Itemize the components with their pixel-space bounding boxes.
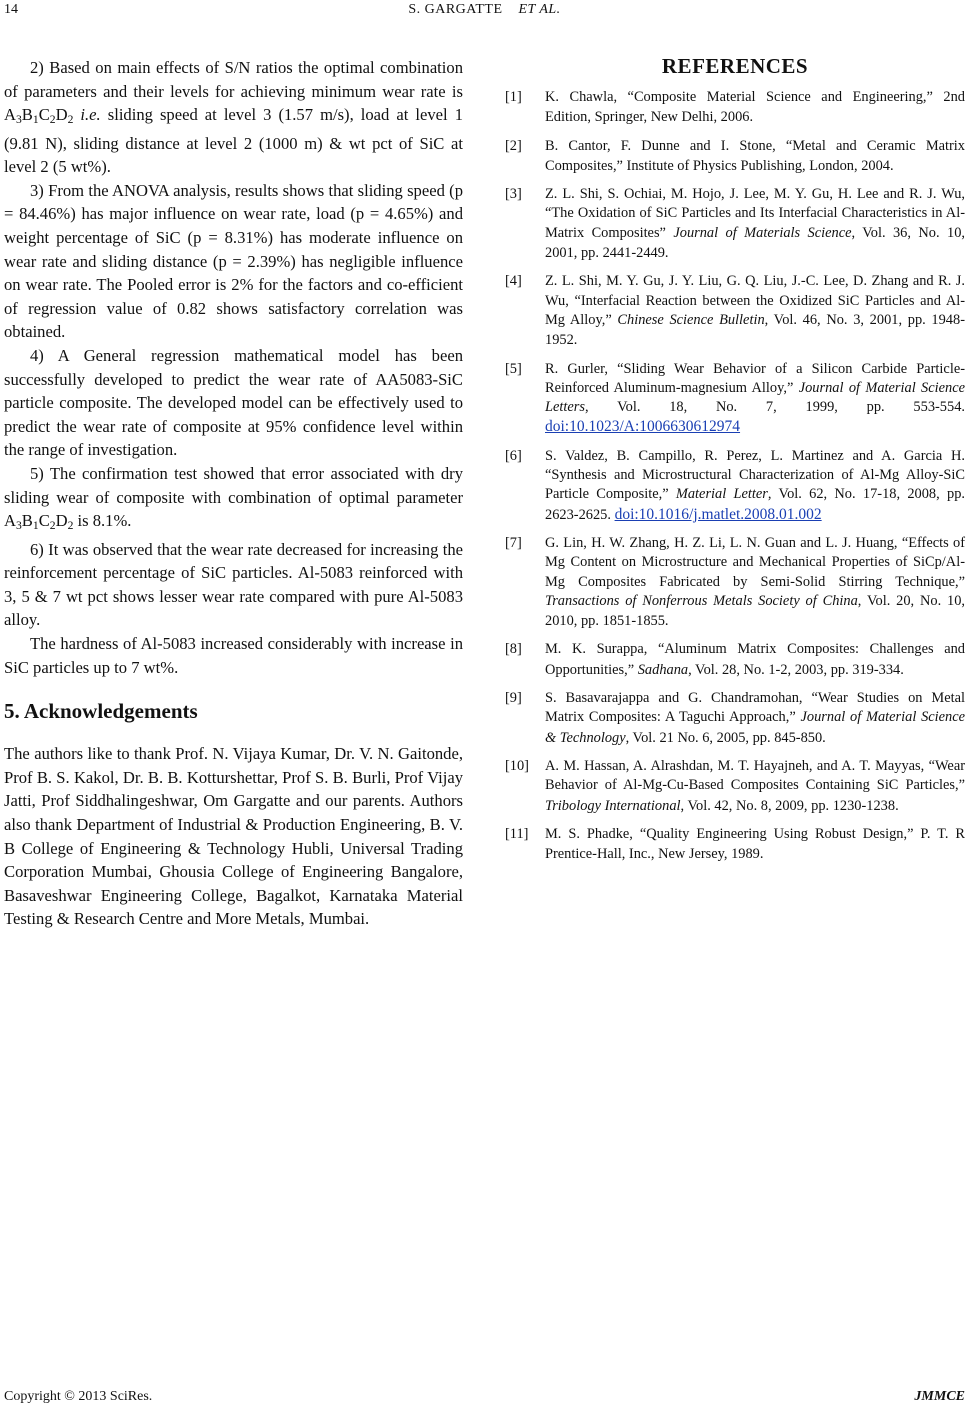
- reference-number: [3]: [505, 186, 522, 203]
- conclusion-item-5: 5) The confirmation test showed that error associated with dry sliding wear of composite with combination of optimal parameter $A_3B_1C_2D_2$ is 8.1%.: [4, 463, 463, 533]
- right-column: [505, 52, 965, 873]
- conclusion-hardness: The hardness of Al-5083 increased considerably with increase in SiC particles up to 7 wt%.: [4, 634, 463, 677]
- reference-item: [2] B. Cantor, F. Dunne and I. Stone, “Metal and Ceramic Matrix Composites,” Institute of Physics Publishing, London, 2004.: [505, 137, 965, 174]
- journal-name: JMMCE: [914, 1389, 965, 1404]
- doi-link[interactable]: doi:10.1016/j.matlet.2008.01.002: [614, 505, 822, 523]
- reference-number: [4]: [505, 273, 522, 290]
- reference-number: [2]: [505, 137, 522, 154]
- reference-item: [1] K. Chawla, “Composite Material Science and Engineering,” 2nd Edition, Springer, New Delhi, 2006.: [505, 89, 965, 126]
- reference-item: [6] S. Valdez, B. Campillo, R. Perez, L. Martinez and A. Garcia H. “Synthesis and Microstructural Characterization of Al-Mg Alloy-SiC Particle Composite,” Material Letter, Vol. 62, No. 17-18, 2008, pp. 2623-2625. doi:10.1016/j.matlet.2008.01.002: [505, 447, 965, 523]
- running-header-etal: ET AL.: [518, 2, 561, 17]
- reference-number: [11]: [505, 825, 529, 842]
- reference-item: [11] M. S. Phadke, “Quality Engineering Using Robust Design,” P. T. R Prentice-Hall, Inc., New Jersey, 1989.: [505, 825, 965, 863]
- running-header-author: S. GARGATTE: [408, 2, 503, 17]
- reference-item: [7] G. Lin, H. W. Zhang, H. Z. Li, L. N. Guan and L. J. Huang, “Effects of Mg Content on Microstructure and Mechanical Properties of SiCp/Al-Mg Composites Fabricated by Semi-Solid Stirring Technique,” Transactions of Nonferrous Metals Society of China, Vol. 20, No. 10, 2010, pp. 1851-1855.: [505, 534, 965, 630]
- reference-number: [10]: [505, 757, 529, 774]
- reference-item: [10] A. M. Hassan, A. Alrashdan, M. T. Hayajneh, and A. T. Mayyas, “Wear Behavior of Al-Mg-Cu-Based Composites Containing SiC Particles,” Tribology International, Vol. 42, No. 8, 2009, pp. 1230-1238.: [505, 757, 965, 814]
- conclusion-item-4: 4) A General regression mathematical model has been successfully developed to predict the wear rate of AA5083-SiC particle composite. The developed model can be effectively used to predict the wear rate of composite at 95% confidence level within the range of investigation.: [4, 346, 463, 460]
- reference-item: [5] R. Gurler, “Sliding Wear Behavior of a Silicon Carbide Particle-Reinforced Aluminum-magnesium Alloy,” Journal of Material Science Letters, Vol. 18, No. 7, 1999, pp. 553-554. doi:10.1023/A:1006630612974: [505, 360, 965, 436]
- reference-item: [4] Z. L. Shi, M. Y. Gu, J. Y. Liu, G. Q. Liu, J.-C. Lee, D. Zhang and R. J. Wu, “Interfacial Reaction between the Oxidized SiC Particles and Al-Mg Alloy,” Chinese Science Bulletin, Vol. 46, No. 3, 2001, pp. 1948-1952.: [505, 273, 965, 349]
- conclusion-item-2: 2) Based on main effects of S/N ratios the optimal combination of parameters and their levels for achieving minimum wear rate is $A_3B_1C_2D_2$ i.e. sliding speed at level 3 (1.57 m/s), load at level 1 (9.81 N), sliding distance at level 2 (1000 m) & wt pct of SiC at level 2 (5 wt%).: [4, 58, 463, 177]
- acknowledgements-text: The authors like to thank Prof. N. Vijaya Kumar, Dr. V. N. Gaitonde, Prof B. S. Kakol, Dr. B. B. Kotturshettar, Prof S. B. Burli, Prof Vijay Jatti, Prof Siddhalingeshwar, Om Gargatte and our parents. Authors also thank Department of Industrial & Production Engineering, B. V. B College of Engineering & Technology Hubli, Universal Trading Corporation Mumbai, Ghousia College of Engineering Bangalore, Basaveshwar Engineering College, Bagalkot, Karnataka Material Testing & Research Centre and More Metals, Mumbai.: [4, 744, 463, 929]
- reference-number: [9]: [505, 690, 522, 707]
- reference-number: [1]: [505, 89, 522, 105]
- running-header: [0, 2, 969, 18]
- references-heading: REFERENCES: [661, 54, 809, 78]
- reference-number: [7]: [505, 534, 522, 551]
- reference-item: [8] M. K. Surappa, “Aluminum Matrix Composites: Challenges and Opportunities,” Sadhana, Vol. 28, No. 1-2, 2003, pp. 319-334.: [505, 641, 965, 678]
- doi-link[interactable]: doi:10.1023/A:1006630612974: [545, 418, 741, 436]
- reference-item: [3] Z. L. Shi, S. Ochiai, M. Hojo, J. Lee, M. Y. Gu, H. Lee and R. J. Wu, “The Oxidation of SiC Particles and Its Interfacial Characteristics in Al-Matrix Composites” Journal of Materials Science, Vol. 36, No. 10, 2001, pp. 2441-2449.: [505, 186, 965, 262]
- page-number: 14: [4, 2, 18, 17]
- left-column: [4, 56, 463, 931]
- conclusion-item-6: 6) It was observed that the wear rate decreased for increasing the reinforcement percentage of SiC particles. Al-5083 reinforced with 3, 5 & 7 wt pct shows lesser wear rate compared with pure Al-5083 alloy.: [4, 539, 463, 630]
- reference-item: [9] S. Basavarajappa and G. Chandramohan, “Wear Studies on Metal Matrix Composites: A Taguchi Approach,” Journal of Material Science & Technology, Vol. 21 No. 6, 2005, pp. 845-850.: [505, 690, 966, 746]
- reference-list: [505, 88, 965, 864]
- conclusion-item-3: 3) From the ANOVA analysis, results shows that sliding speed (p = 84.46%) has major influence on wear rate, load (p = 4.65%) and weight percentage of SiC (p = 8.31%) has moderate influence on wear rate and sliding distance (p = 2.39%) has negligible influence on wear rate. The Pooled error is 2% for the factors and co-efficient of regression value of 0.82 shows satisfactory correlation was obtained.: [4, 180, 463, 342]
- copyright-notice: Copyright © 2013 SciRes.: [4, 1389, 153, 1404]
- reference-number: [8]: [505, 641, 522, 658]
- reference-number: [6]: [505, 447, 522, 464]
- acknowledgements-heading: 5. Acknowledgements: [4, 699, 198, 724]
- reference-number: [5]: [505, 360, 522, 377]
